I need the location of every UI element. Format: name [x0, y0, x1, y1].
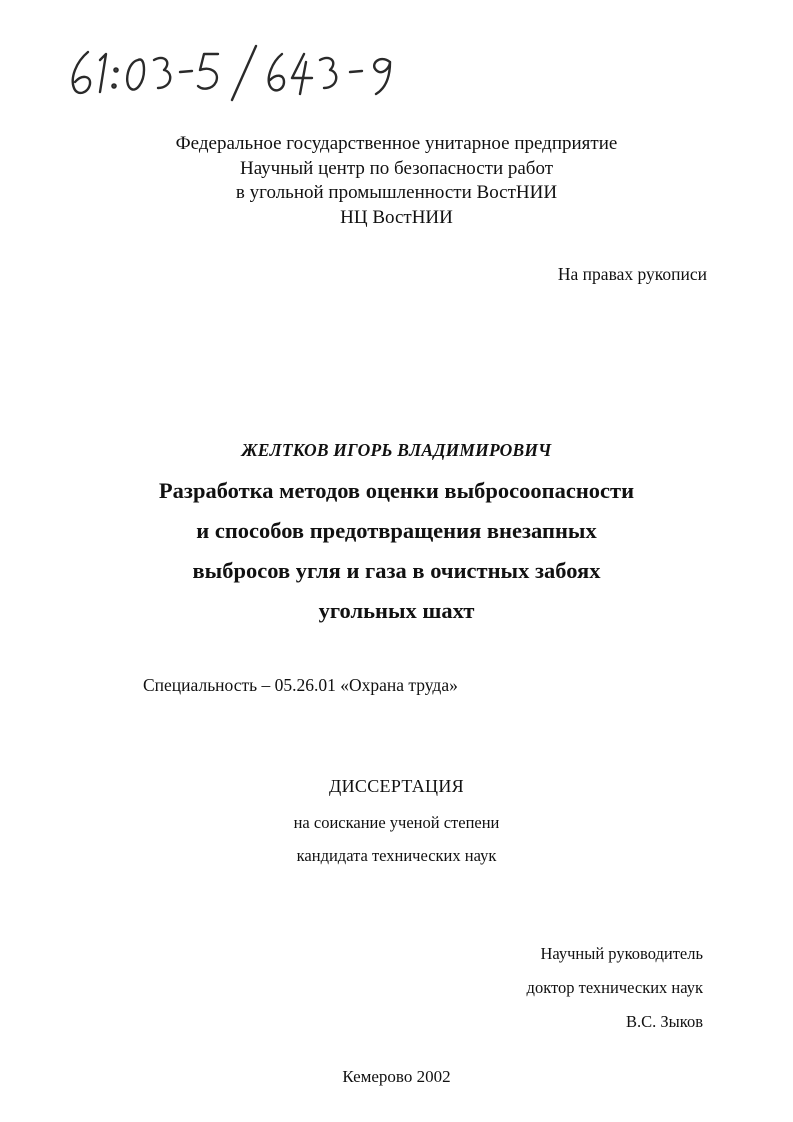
advisor-block — [527, 937, 703, 1039]
degree-line: на соискание ученой степени — [293, 813, 500, 832]
advisor-role: Научный руководитель — [540, 944, 703, 963]
advisor-name: В.С. Зыков — [626, 1012, 703, 1031]
author-name: ЖЕЛТКОВ ИГОРЬ ВЛАДИМИРОВИЧ — [241, 440, 552, 460]
organization-line: Научный центр по безопасности работ — [239, 157, 554, 179]
organization-block — [0, 132, 793, 230]
handwritten-archive-code-drawing — [60, 38, 420, 108]
degree-block — [0, 806, 793, 872]
dissertation-title — [0, 471, 793, 631]
degree-line: кандидата технических наук — [296, 846, 497, 865]
title-line: угольных шахт — [318, 598, 475, 623]
city-year: Кемерово 2002 — [342, 1067, 451, 1086]
specialty: Специальность – 05.26.01 «Охрана труда» — [143, 675, 458, 695]
organization-line: НЦ ВостНИИ — [340, 206, 453, 228]
rights-note: На правах рукописи — [557, 264, 707, 284]
title-line: выбросов угля и газа в очистных забоях — [192, 558, 601, 583]
title-line: Разработка методов оценки выбросоопасности — [158, 478, 635, 503]
handwritten-archive-code — [60, 38, 420, 108]
organization-line: в угольной промышленности ВостНИИ — [235, 182, 558, 203]
organization-line: Федеральное государственное унитарное предприятие — [175, 133, 618, 154]
title-line: и способов предотвращения внезапных — [196, 518, 597, 543]
advisor-degree: доктор технических наук — [526, 978, 703, 997]
work-type: ДИССЕРТАЦИЯ — [329, 776, 464, 796]
